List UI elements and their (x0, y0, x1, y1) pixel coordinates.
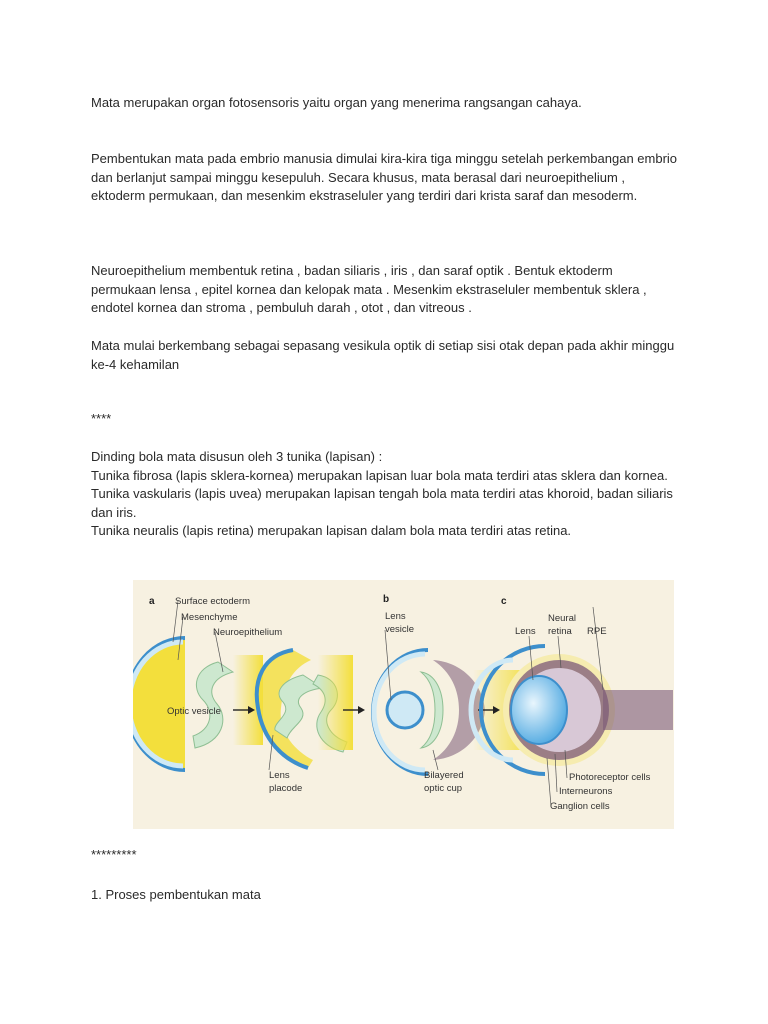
paragraph-line-vaskularis: Tunika vaskularis (lapis uvea) merupakan lapisan tengah bola mata terdiri atas khoroid, badan siliaris dan iris. (91, 486, 673, 520)
label-optic-vesicle: Optic vesicle (167, 706, 221, 717)
label-rpe: RPE (587, 626, 607, 637)
paragraph-text: Pembentukan mata pada embrio manusia dimulai kira-kira tiga minggu setelah perkembangan embrio dan berlanjut sampai minggu kesepuluh. Secara khusus, mata berasal dari neuroepithelium , ektoderm permukaan, dan mesenkim ekstraseluler yang terdiri dari krista saraf dan mesoderm. (91, 151, 678, 204)
label-lens: Lens (515, 626, 536, 637)
label-lens-placode-line1: Lens (269, 770, 290, 781)
panel-a-drawing (133, 638, 263, 770)
label-surface-ectoderm: Surface ectoderm (175, 596, 250, 607)
label-bilayered-line2: optic cup (424, 783, 463, 794)
label-lens-placode-line2: placode (269, 783, 303, 794)
separator-stars (91, 410, 681, 429)
label-lens-vesicle-line2: vesicle (385, 624, 415, 635)
label-mesenchyme: Mesenchyme (181, 612, 238, 623)
paragraph-embryo-formation (91, 150, 681, 206)
paragraph-title: Dinding bola mata disusun oleh 3 tunika (lapisan) : (91, 449, 383, 464)
label-neural-retina-line1: Neural (548, 613, 576, 624)
eye-development-diagram (133, 580, 674, 829)
paragraph-neuroepithelium (91, 262, 681, 318)
panel-b-label: b (383, 594, 390, 605)
paragraph-line-neuralis: Tunika neuralis (lapis retina) merupakan lapisan dalam bola mata terdiri atas retina. (91, 523, 572, 539)
panel-c-label: c (501, 596, 507, 607)
eye-development-figure (133, 580, 674, 829)
label-photoreceptor-cells: Photoreceptor cells (569, 772, 651, 783)
label-bilayered-line1: Bilayered (424, 770, 464, 781)
label-neuroepithelium: Neuroepithelium (213, 627, 283, 638)
separator-text: **** (91, 411, 112, 426)
label-interneurons: Interneurons (559, 786, 613, 797)
paragraph-intro (91, 94, 681, 113)
paragraph-text: Mata mulai berkembang sebagai sepasang vesikula optik di setiap sisi otak depan pada akhir minggu ke-4 kehamilan (91, 338, 675, 372)
list-item-text: 1. Proses pembentukan mata (91, 887, 261, 902)
paragraph-optic-vesicle (91, 337, 681, 374)
separator-text: ********* (91, 847, 137, 862)
paragraph-line-fibrosa: Tunika fibrosa (lapis sklera-kornea) merupakan lapisan luar bola mata terdiri atas sklera dan kornea. (91, 467, 668, 483)
label-neural-retina-line2: retina (548, 626, 572, 637)
paragraph-text: Mata merupakan organ fotosensoris yaitu organ yang menerima rangsangan cahaya. (91, 95, 582, 110)
label-lens-vesicle-line1: Lens (385, 611, 406, 622)
separator-stars-long (91, 846, 681, 865)
label-ganglion-cells: Ganglion cells (550, 801, 610, 812)
arrow-head-icon (358, 706, 365, 714)
paragraph-text: Neuroepithelium membentuk retina , badan siliaris , iris , dan saraf optik . Bentuk ektoderm permukaan lensa , epitel kornea dan kelopak mata . Mesenkim ekstraseluler membentuk sklera , endotel kornea dan stroma , pembuluh darah , otot , dan vitreous . (91, 263, 647, 316)
panel-a-label: a (149, 596, 155, 607)
paragraph-tunika (91, 448, 681, 541)
list-item (91, 886, 681, 905)
